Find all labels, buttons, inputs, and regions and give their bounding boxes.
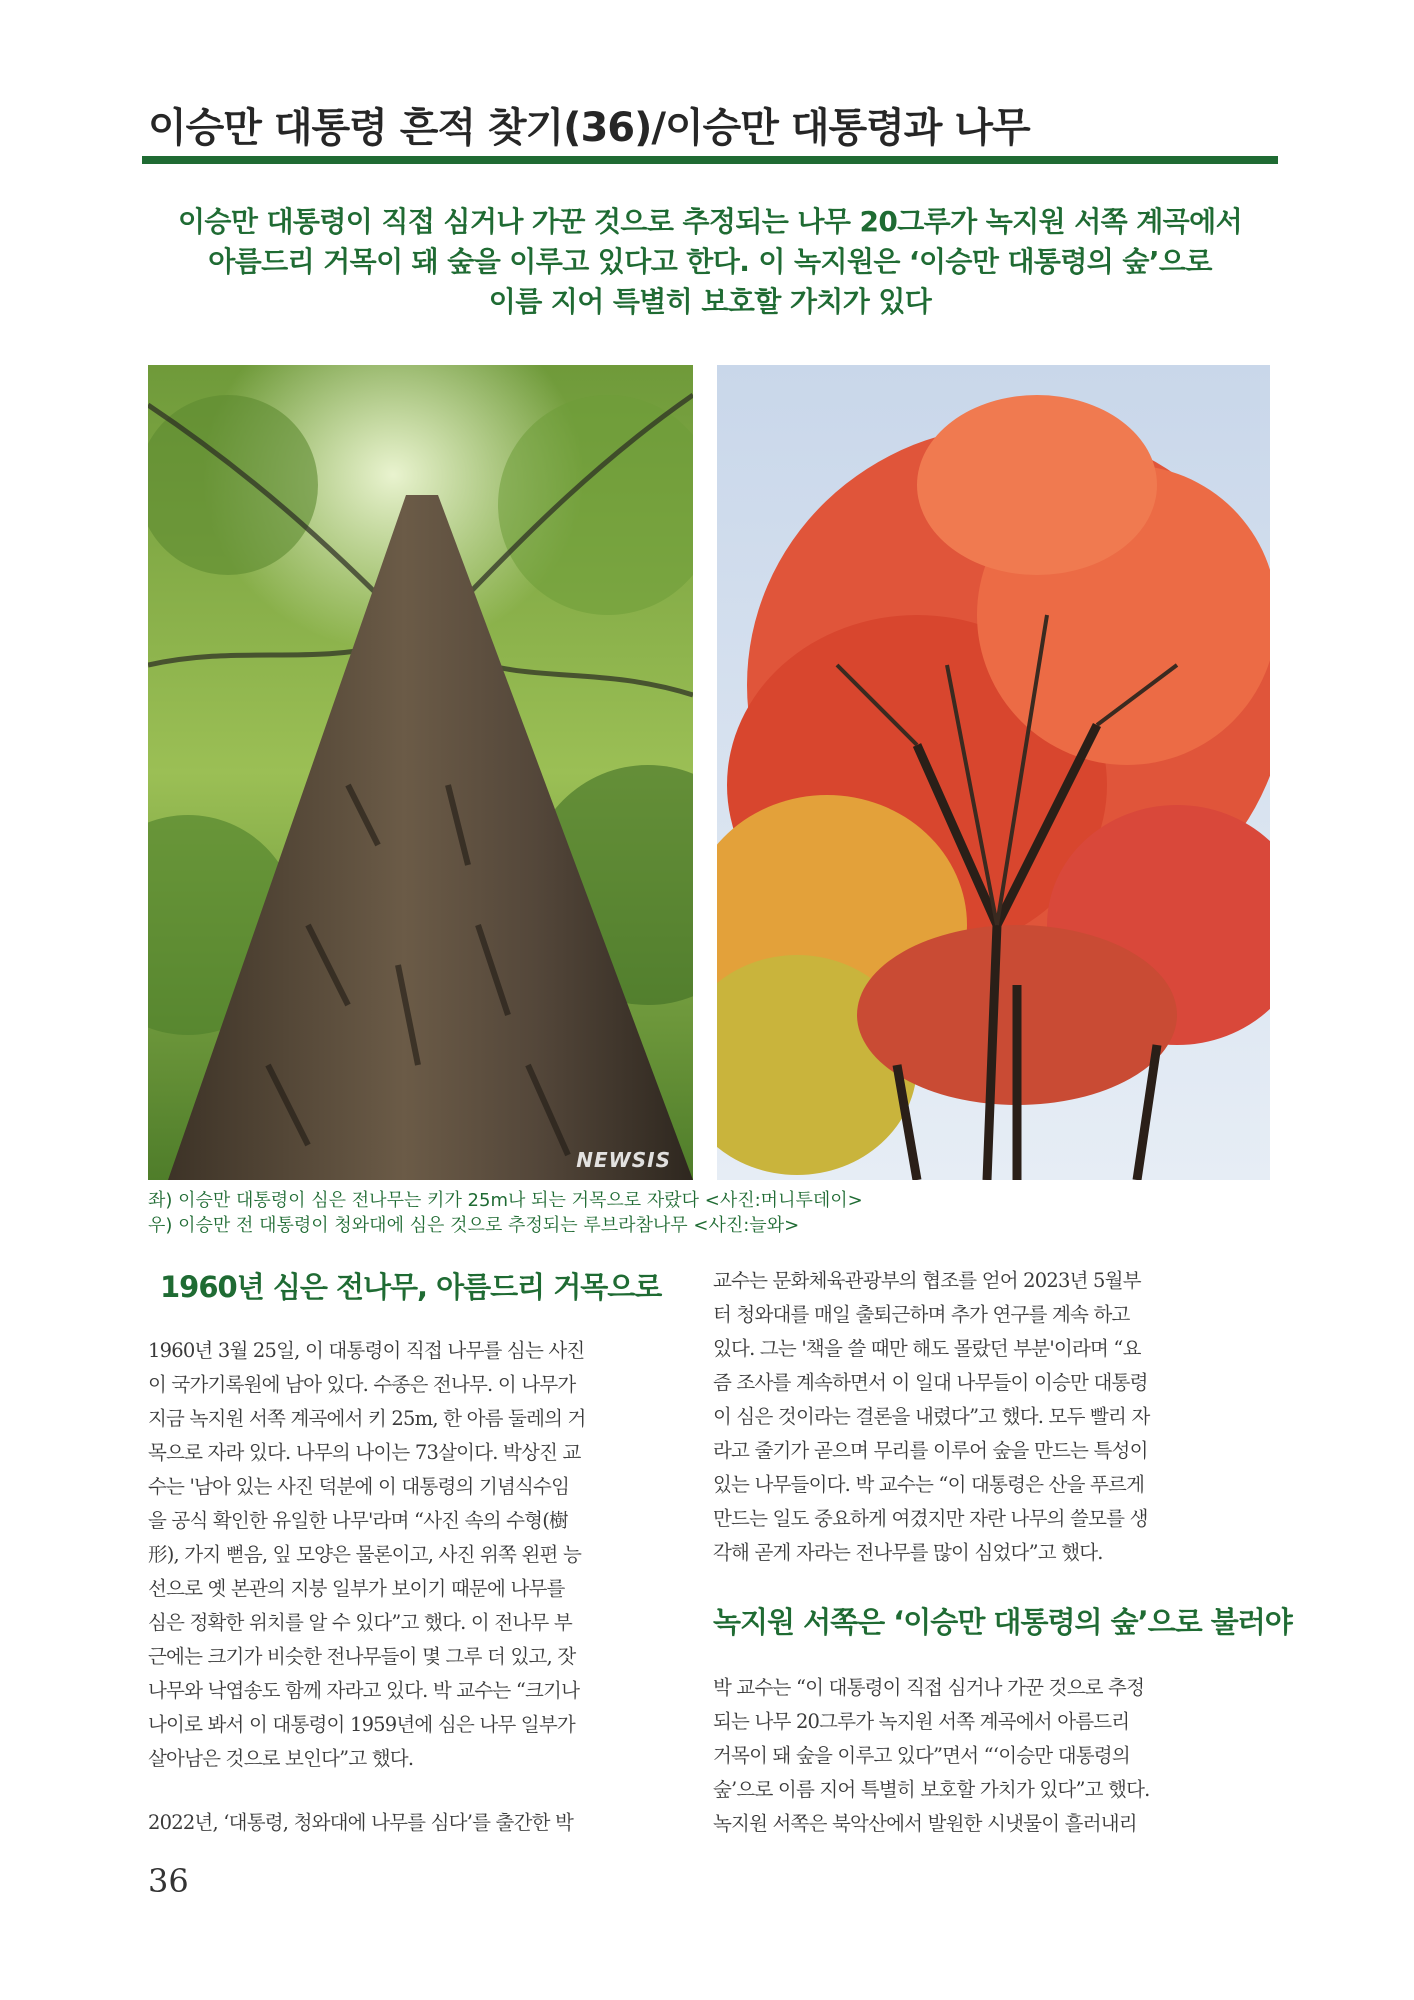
lead-line: 이승만 대통령이 직접 심거나 가꾼 것으로 추정되는 나무 20그루가 녹지원 서쪽 계곡에서 — [177, 205, 1243, 238]
text-line: 목으로 자라 있다. 나무의 나이는 73살이다. 박상진 교 — [148, 1441, 581, 1464]
text-line: 이 국가기록원에 남아 있다. 수종은 전나무. 이 나무가 — [148, 1373, 576, 1396]
text-line: 터 청와대를 매일 출퇴근하며 추가 연구를 계속 하고 — [713, 1303, 1130, 1326]
fir-tree-photo — [148, 365, 693, 1180]
text-line: 근에는 크기가 비슷한 전나무들이 몇 그루 더 있고, 잣 — [148, 1645, 576, 1668]
text-line: 라고 줄기가 곧으며 무리를 이루어 숲을 만드는 특성이 — [713, 1439, 1148, 1462]
photo-captions — [148, 1188, 863, 1238]
text-line: 교수는 문화체육관광부의 협조를 얻어 2023년 5월부 — [713, 1269, 1141, 1292]
lead-line: 이름 지어 특별히 보호할 가치가 있다 — [488, 285, 932, 318]
article-column-left — [148, 1265, 693, 1840]
text-line: 있는 나무들이다. 박 교수는 “이 대통령은 산을 푸르게 — [713, 1473, 1145, 1496]
text-line: 만드는 일도 중요하게 여겼지만 자란 나무의 쓸모를 생 — [713, 1507, 1148, 1530]
text-line: 1960년 3월 25일, 이 대통령이 직접 나무를 심는 사진 — [148, 1339, 585, 1362]
page-title: 이승만 대통령 흔적 찾기(36)/이승만 대통령과 나무 — [148, 105, 1030, 151]
news-watermark: NEWSIS — [576, 1148, 671, 1172]
text-line: 각해 곧게 자라는 전나무를 많이 심었다”고 했다. — [713, 1541, 1103, 1564]
text-line: 숲’으로 이름 지어 특별히 보호할 가치가 있다”고 했다. — [713, 1778, 1150, 1801]
article-paragraph — [148, 1806, 693, 1840]
text-line: 이 심은 것이라는 결론을 내렸다”고 했다. 모두 빨리 자 — [713, 1405, 1150, 1428]
red-oak-image — [717, 365, 1270, 1180]
section-heading: 1960년 심은 전나무, 아름드리 거목으로 — [160, 1270, 662, 1304]
text-line: 있다. 그는 '책을 쓸 때만 해도 몰랐던 부분'이라며 “요 — [713, 1337, 1141, 1360]
text-line: 녹지원 서쪽은 북악산에서 발원한 시냇물이 흘러내리 — [713, 1812, 1137, 1835]
section-heading: 녹지원 서쪽은 ‘이승만 대통령의 숲’으로 불러야 — [713, 1605, 1292, 1639]
text-line: 2022년, ‘대통령, 청와대에 나무를 심다’를 출간한 박 — [148, 1811, 574, 1834]
text-line: 나무와 낙엽송도 함께 자라고 있다. 박 교수는 “크기나 — [148, 1679, 580, 1702]
text-line: 수는 '남아 있는 사진 덕분에 이 대통령의 기념식수임 — [148, 1475, 570, 1498]
text-line: 심은 정확한 위치를 알 수 있다”고 했다. 이 전나무 부 — [148, 1611, 572, 1634]
text-line: 박 교수는 “이 대통령이 직접 심거나 가꾼 것으로 추정 — [713, 1676, 1145, 1699]
page-number: 36 — [148, 1862, 189, 1900]
text-line: 살아남은 것으로 보인다”고 했다. — [148, 1747, 414, 1770]
red-oak-photo — [717, 365, 1270, 1180]
text-line: 거목이 돼 숲을 이루고 있다”면서 “‘이승만 대통령의 — [713, 1744, 1130, 1767]
paragraph-gap — [148, 1776, 693, 1806]
lead-line: 아름드리 거목이 돼 숲을 이루고 있다고 한다. 이 녹지원은 ‘이승만 대통령의 숲’으로 — [208, 245, 1212, 278]
text-line: 을 공식 확인한 유일한 나무'라며 “사진 속의 수형(樹 — [148, 1509, 568, 1532]
article-paragraph — [713, 1671, 1273, 1841]
caption-left: 좌) 이승만 대통령이 심은 전나무는 키가 25m나 되는 거목으로 자랐다 <사진:머니투데이> — [148, 1190, 863, 1211]
text-line: 나이로 봐서 이 대통령이 1959년에 심은 나무 일부가 — [148, 1713, 575, 1736]
caption-right: 우) 이승만 전 대통령이 청와대에 심은 것으로 추정되는 루브라참나무 <사진:늘와> — [148, 1215, 800, 1236]
text-line: 形), 가지 뻗음, 잎 모양은 물론이고, 사진 위쪽 왼편 능 — [148, 1543, 581, 1566]
title-divider — [142, 156, 1278, 164]
fir-tree-image — [148, 365, 693, 1180]
text-line: 즘 조사를 계속하면서 이 일대 나무들이 이승만 대통령 — [713, 1371, 1148, 1394]
text-line: 선으로 옛 본관의 지붕 일부가 보이기 때문에 나무를 — [148, 1577, 565, 1600]
text-line: 되는 나무 20그루가 녹지원 서쪽 계곡에서 아름드리 — [713, 1710, 1130, 1733]
article-column-right — [713, 1264, 1292, 1841]
text-line: 지금 녹지원 서쪽 계곡에서 키 25m, 한 아름 둘레의 거 — [148, 1407, 586, 1430]
article-paragraph — [148, 1334, 693, 1776]
lead-summary — [142, 202, 1278, 322]
article-paragraph — [713, 1264, 1273, 1570]
